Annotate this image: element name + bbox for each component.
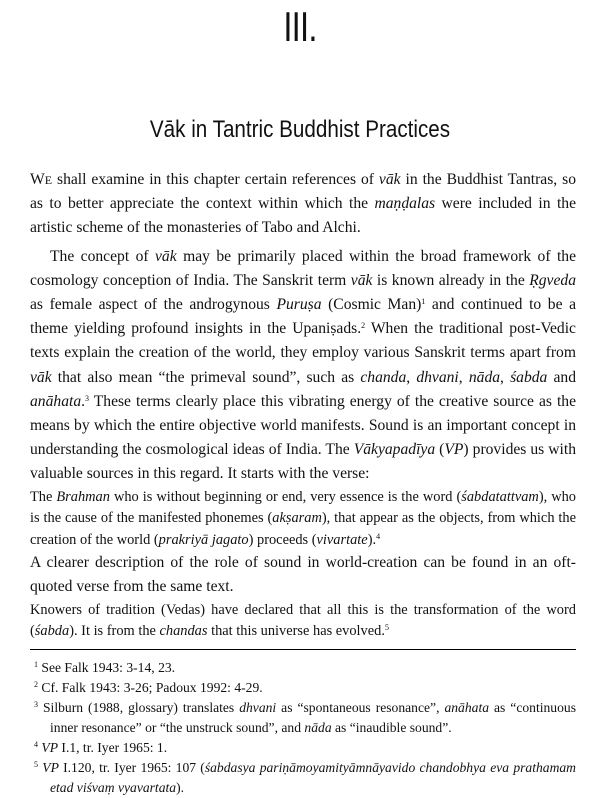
paragraph-concept xyxy=(30,245,576,487)
term-chanda: chanda xyxy=(360,368,407,386)
term-brahman: Brahman xyxy=(56,488,110,505)
text-run: ). It is from the xyxy=(69,623,160,640)
footnote-number: 2 xyxy=(34,679,38,689)
drop-letter: W xyxy=(30,171,45,188)
term-vak: vāk xyxy=(350,271,373,289)
text-run: The concept of xyxy=(50,247,155,265)
text-run: that this universe has evolved. xyxy=(207,623,385,640)
term-vak: vāk xyxy=(378,171,401,188)
footnote-5 xyxy=(30,758,576,798)
block-quote-knowers xyxy=(30,600,576,643)
text-run: ), that appear as the objects, from which the creation of the world ( xyxy=(30,510,576,548)
text-run: as female aspect of the androgynous xyxy=(30,296,277,314)
footnote-ref-2[interactable]: 2 xyxy=(361,321,366,331)
chapter-number: III. xyxy=(283,3,317,50)
text-run: that also mean “the primeval sound”, such as xyxy=(51,368,361,386)
term-aksaram: akṣaram xyxy=(272,510,322,527)
chapter-title: Vāk in Tantric Buddhist Practices xyxy=(149,116,451,143)
text-run: The xyxy=(30,488,57,505)
text-run: and xyxy=(547,368,577,386)
footnote-ref-4[interactable]: 4 xyxy=(376,531,381,541)
term-rgveda: Ṛgveda xyxy=(529,271,576,289)
footnote-1 xyxy=(30,658,576,678)
term-nada: nāda xyxy=(468,368,501,386)
text-run: ( xyxy=(435,441,445,459)
footnote-ref-1[interactable]: 1 xyxy=(421,297,426,307)
footnote-3 xyxy=(30,698,576,738)
footnote-4 xyxy=(30,738,576,758)
text-run: who is without beginning or end, very essence is the word ( xyxy=(109,488,462,505)
footnote-ref-3[interactable]: 3 xyxy=(85,393,90,403)
abbr-vp: VP xyxy=(41,739,59,755)
text-run: were included in the artistic scheme of the monasteries of Tabo and Alchi. xyxy=(30,195,576,237)
text-run: , xyxy=(406,368,417,386)
term-prakriya: prakriyā jagato xyxy=(158,531,249,548)
term-vakyapadiya: Vākyapadīya xyxy=(353,441,436,459)
sanskrit-verse: śabdasya pariṇāmoyamityāmnāyavido chandobhya eva prathamam etad viśvaṃ vyavartata xyxy=(50,759,576,795)
text-run: is known already in the xyxy=(372,271,530,289)
footnote-number: 3 xyxy=(34,699,38,709)
term-vivartate: vivartate xyxy=(316,531,368,548)
paragraph-clearer: A clearer description of the role of sound in world-creation can be found in an oft-quoted verse from the same text. xyxy=(30,554,576,596)
footnote-number: 4 xyxy=(34,739,38,749)
text-run: When the traditional post-Vedic texts explain the creation of the world, they employ various Sanskrit terms apart from xyxy=(30,320,576,362)
footnotes xyxy=(30,658,576,798)
text-run: may be primarily placed within the broad framework of the cosmology conception of India. The Sanskrit term xyxy=(30,247,577,289)
footnote-text: as “inaudible sound”. xyxy=(331,719,452,735)
footnote-number: 5 xyxy=(34,759,38,769)
term-sabdatattvam: śabdatattvam xyxy=(461,488,539,505)
term-mandalas: maṇḍalas xyxy=(374,195,436,213)
text-run: These terms clearly place this vibrating energy of the creative source as the means by which the entire objective world manifests. Sound is an important concept in understanding the cosmological ideas of India. The xyxy=(30,392,576,459)
footnote-text: See Falk 1943: 3-14, 23. xyxy=(41,659,176,675)
term-purusa: Puruṣa xyxy=(276,296,322,314)
term-sabda: śabda xyxy=(34,623,70,640)
footnote-text: I.1, tr. Iyer 1965: 1. xyxy=(58,739,168,755)
text-run: , xyxy=(500,368,511,386)
term-vak: vāk xyxy=(155,247,177,265)
text-run: ). xyxy=(367,531,377,548)
footnote-text: ). xyxy=(176,779,185,795)
term-vak: vāk xyxy=(30,368,52,386)
footnote-text: Silburn (1988, glossary) translates xyxy=(42,699,240,715)
small-caps: E xyxy=(44,173,53,187)
text-run: and continued to be a theme yielding profound insights in the Upaniṣads. xyxy=(30,296,576,338)
footnote-divider xyxy=(30,649,576,650)
page-body xyxy=(30,168,576,798)
footnote-text: as “spontaneous resonance”, xyxy=(276,699,445,715)
term-dhvani: dhvani xyxy=(416,368,459,386)
term-sabda: śabda xyxy=(510,368,548,386)
footnote-number: 1 xyxy=(34,659,38,669)
term-chandas: chandas xyxy=(159,623,208,640)
abbr-vp: VP xyxy=(444,441,464,459)
block-quote-brahman xyxy=(30,487,576,552)
footnote-text: I.120, tr. Iyer 1965: 107 ( xyxy=(58,759,205,775)
paragraph-intro xyxy=(30,168,576,241)
text-run: in the Buddhist Tantras, so as to better appreciate the context within which the xyxy=(30,171,576,213)
text-run: . xyxy=(81,392,86,410)
term-nada: nāda xyxy=(304,719,332,735)
term-dhvani: dhvani xyxy=(239,699,277,715)
text-run: Knowers of tradition (Vedas) have declared that all this is the transformation of the word ( xyxy=(30,601,576,640)
text-run: , xyxy=(458,368,469,386)
text-run: ) provides us with valuable sources in this regard. It starts with the verse: xyxy=(30,441,577,483)
footnote-ref-5[interactable]: 5 xyxy=(384,623,389,633)
text-run: shall examine in this chapter certain references of xyxy=(52,171,379,188)
text-run: ), who is the cause of the manifested phonemes ( xyxy=(30,488,576,527)
term-anahata: anāhata xyxy=(444,699,490,715)
footnote-2 xyxy=(30,678,576,698)
text-run: (Cosmic Man) xyxy=(321,296,422,314)
term-anahata: anāhata xyxy=(30,392,82,410)
abbr-vp: VP xyxy=(42,759,59,775)
text-run: ) proceeds ( xyxy=(248,531,317,548)
footnote-text: Cf. Falk 1943: 3-26; Padoux 1992: 4-29. xyxy=(41,679,263,695)
footnote-text: as “continuous inner resonance” or “the unstruck sound”, and xyxy=(50,699,576,735)
